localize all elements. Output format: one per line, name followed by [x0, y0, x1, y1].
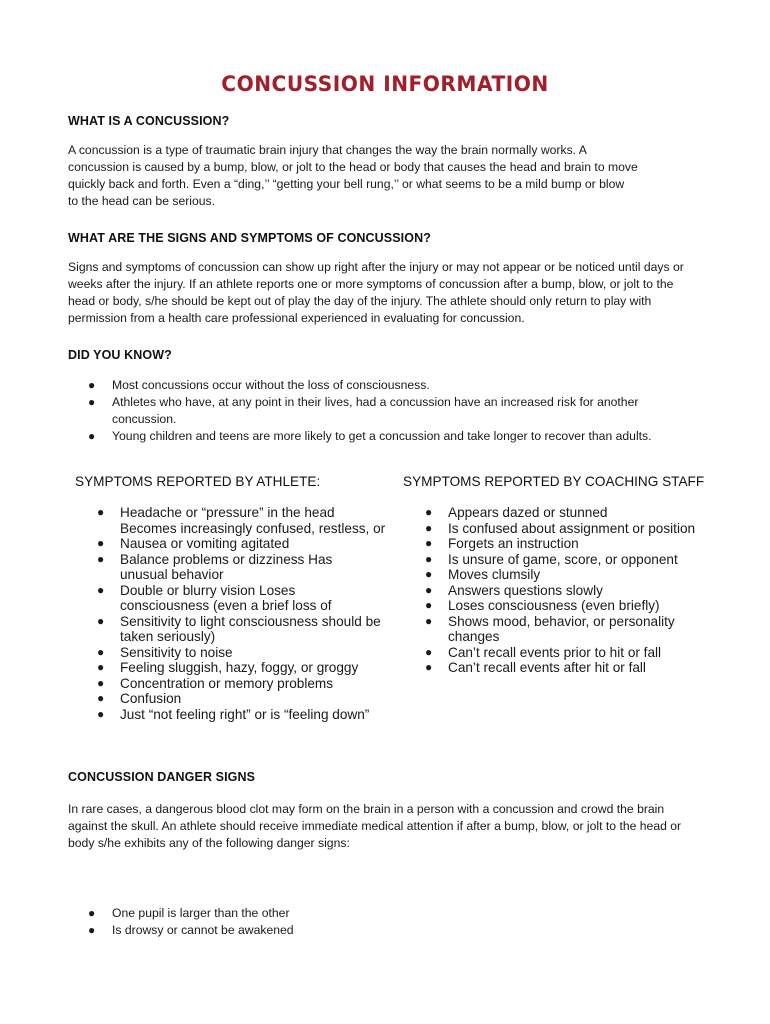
list-item	[68, 922, 718, 939]
list-item-line: Most concussions occur without the loss of consciousness.	[112, 378, 430, 392]
list-item-line: Nausea or vomiting agitated	[120, 536, 290, 551]
list-item-line: consciousness (even a brief loss of	[120, 598, 332, 613]
list-item	[75, 505, 405, 536]
did-you-know-section	[68, 348, 718, 445]
list-item-line: Young children and teens are more likely to get a concussion and take longer to recover than adults.	[112, 429, 652, 443]
list-item	[75, 536, 405, 552]
bullet-icon: ●	[425, 644, 433, 659]
danger-signs-list	[68, 905, 718, 939]
signs-heading: WHAT ARE THE SIGNS AND SYMPTOMS OF CONCUSSION?	[68, 231, 431, 245]
bullet-icon: ●	[97, 660, 105, 674]
bullet-icon: ●	[425, 582, 433, 597]
list-item-line: unusual behavior	[120, 567, 224, 582]
what-is-section	[68, 114, 718, 210]
list-item-line: Balance problems or dizziness Has	[120, 551, 333, 567]
bullet-icon: ●	[97, 613, 105, 628]
list-item	[68, 377, 718, 394]
athlete-symptoms-list	[75, 505, 405, 722]
list-item	[68, 905, 718, 922]
list-item	[403, 552, 743, 568]
list-item	[75, 660, 405, 676]
bullet-icon: ●	[425, 660, 433, 674]
list-item	[403, 583, 743, 599]
paragraph-line: Signs and symptoms of concussion can show up right after the injury or may not appear or be noticed until days or	[68, 260, 684, 274]
bullet-icon: ●	[97, 536, 105, 550]
list-item-line: Can’t recall events after hit or fall	[448, 660, 646, 675]
did-you-know-list	[68, 377, 718, 445]
bullet-icon: ●	[88, 378, 96, 392]
paragraph-line: body s/he exhibits any of the following danger signs:	[68, 836, 350, 850]
list-item-line: Athletes who have, at any point in their lives, had a concussion have an increased risk for another	[112, 395, 639, 409]
list-item	[68, 394, 718, 428]
list-item-line: Appears dazed or stunned	[448, 505, 608, 520]
list-item-line: Sensitivity to noise	[120, 644, 233, 660]
paragraph-line: In rare cases, a dangerous blood clot may form on the brain in a person with a concussion and crowd the brain	[68, 802, 665, 816]
list-item	[75, 552, 405, 583]
bullet-icon: ●	[425, 505, 433, 519]
list-item-line: Is confused about assignment or position	[448, 520, 696, 536]
list-item	[68, 428, 718, 445]
paragraph-line: permission from a health care professional experienced in evaluating for concussion.	[68, 311, 525, 325]
list-item	[75, 676, 405, 692]
list-item	[403, 521, 743, 537]
list-item	[75, 645, 405, 661]
bullet-icon: ●	[425, 536, 433, 550]
coaching-symptoms-column	[403, 474, 743, 676]
list-item-line: Concentration or memory problems	[120, 675, 334, 691]
did-you-know-heading: DID YOU KNOW?	[68, 348, 172, 362]
danger-signs-section	[68, 770, 718, 939]
list-item	[75, 691, 405, 707]
list-item	[75, 707, 405, 723]
bullet-icon: ●	[88, 429, 96, 443]
bullet-icon: ●	[97, 691, 105, 705]
danger-signs-heading: CONCUSSION DANGER SIGNS	[68, 770, 256, 784]
bullet-icon: ●	[97, 551, 105, 566]
paragraph-line: weeks after the injury. If an athlete reports one or more symptoms of concussion after a bump, blow, or jolt to the	[68, 277, 674, 291]
coaching-symptoms-heading: SYMPTOMS REPORTED BY COACHING STAFF	[403, 474, 705, 489]
list-item-line: Can’t recall events prior to hit or fall	[448, 644, 662, 660]
list-item-line: Answers questions slowly	[448, 582, 603, 598]
bullet-icon: ●	[97, 644, 105, 659]
paragraph-line: concussion is caused by a bump, blow, or jolt to the head or body that causes the head and brain to move	[68, 160, 638, 174]
signs-paragraph	[68, 259, 718, 327]
bullet-icon: ●	[88, 923, 96, 937]
paragraph-line: against the skull. An athlete should receive immediate medical attention if after a bump, blow, or jolt to the head or	[68, 819, 682, 833]
list-item-line: changes	[448, 629, 500, 644]
list-item-line: Is drowsy or cannot be awakened	[112, 923, 294, 937]
signs-section	[68, 231, 718, 327]
what-is-heading: WHAT IS A CONCUSSION?	[68, 114, 230, 128]
list-item-line: Is unsure of game, score, or opponent	[448, 551, 678, 567]
athlete-symptoms-column	[75, 474, 405, 722]
danger-signs-paragraph	[68, 801, 718, 852]
list-item-line: Forgets an instruction	[448, 536, 579, 551]
bullet-icon: ●	[425, 613, 433, 628]
list-item	[403, 614, 743, 645]
list-item-line: Moves clumsily	[448, 567, 541, 582]
coaching-symptoms-list	[403, 505, 743, 676]
bullet-icon: ●	[88, 906, 96, 920]
paragraph-line: quickly back and forth. Even a “ding,’’ “getting your bell rung,’’ or what seems to be a mild bump or blow	[68, 177, 625, 191]
bullet-icon: ●	[425, 551, 433, 566]
list-item-line: Double or blurry vision Loses	[120, 582, 296, 598]
list-item	[403, 598, 743, 614]
list-item	[403, 660, 743, 676]
paragraph-line: to the head can be serious.	[68, 194, 216, 208]
bullet-icon: ●	[425, 520, 433, 535]
list-item-line: Feeling sluggish, hazy, foggy, or groggy	[120, 660, 359, 675]
list-item-line: concussion.	[112, 412, 177, 426]
list-item-line: Sensitivity to light consciousness should be	[120, 613, 381, 629]
list-item	[403, 505, 743, 521]
bullet-icon: ●	[88, 395, 96, 409]
paragraph-line: head or body, s/he should be kept out of play the day of the injury. The athlete should only return to play with	[68, 294, 652, 308]
list-item-line: One pupil is larger than the other	[112, 906, 290, 920]
list-item	[403, 536, 743, 552]
list-item-line: Just “not feeling right” or is “feeling down”	[120, 706, 370, 722]
page-title: CONCUSSION INFORMATION	[221, 72, 549, 96]
bullet-icon: ●	[97, 505, 105, 519]
list-item-line: Shows mood, behavior, or personality	[448, 613, 675, 629]
athlete-symptoms-heading: SYMPTOMS REPORTED BY ATHLETE:	[75, 474, 321, 489]
paragraph-line: A concussion is a type of traumatic brain injury that changes the way the brain normally works. A	[68, 143, 587, 157]
list-item-line: taken seriously)	[120, 629, 216, 644]
list-item	[403, 567, 743, 583]
list-item	[75, 614, 405, 645]
bullet-icon: ●	[97, 706, 105, 721]
bullet-icon: ●	[425, 598, 433, 612]
bullet-icon: ●	[425, 567, 433, 581]
list-item	[75, 583, 405, 614]
list-item-line: Loses consciousness (even briefly)	[448, 598, 660, 613]
what-is-paragraph	[68, 142, 718, 210]
list-item-line: Confusion	[120, 691, 182, 706]
list-item-line: Headache or “pressure” in the head	[120, 505, 335, 520]
list-item	[403, 645, 743, 661]
bullet-icon: ●	[97, 675, 105, 690]
bullet-icon: ●	[97, 582, 105, 597]
list-item-line: Becomes increasingly confused, restless, or	[120, 520, 386, 536]
